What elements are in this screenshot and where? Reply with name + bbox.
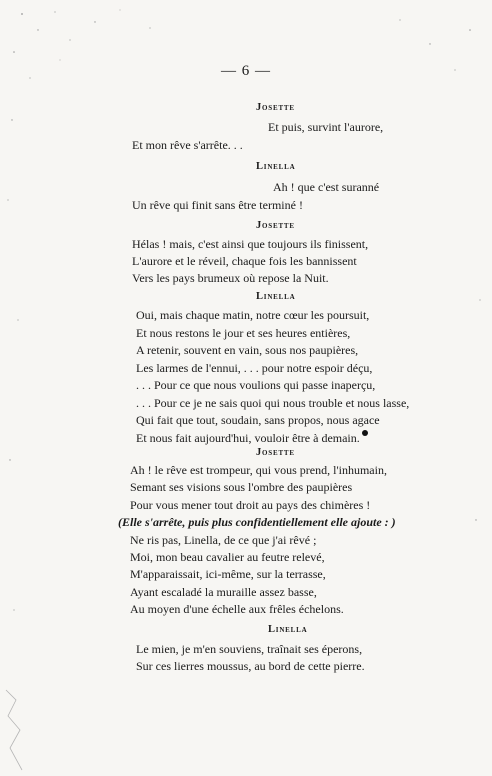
stage-direction: (Elle s'arrête, puis plus confidentiellement elle ajoute : ) bbox=[118, 515, 396, 529]
verse-line: Moi, mon beau cavalier au feutre relevé, bbox=[130, 550, 325, 564]
verse-line: Le mien, je m'en souviens, traînait ses éperons, bbox=[136, 642, 363, 656]
verse-line: Au moyen d'une échelle aux frêles échelons. bbox=[130, 602, 344, 616]
ink-blot bbox=[362, 430, 368, 436]
speaker-name: Josette bbox=[256, 447, 295, 458]
verse-line: Ah ! que c'est suranné bbox=[273, 180, 380, 194]
verse-line: Ayant escaladé la muraille assez basse, bbox=[130, 585, 317, 599]
verse-line: Ah ! le rêve est trompeur, qui vous prend, l'inhumain, bbox=[130, 463, 387, 477]
speaker-name: Linella bbox=[256, 161, 296, 172]
verse-line: Hélas ! mais, c'est ainsi que toujours ils finissent, bbox=[132, 237, 369, 251]
page-number: — 6 — bbox=[221, 63, 271, 79]
verse-line: . . . Pour ce je ne sais quoi qui nous trouble et nous lasse, bbox=[136, 396, 410, 410]
speaker-name: Josette bbox=[256, 220, 295, 231]
verse-line: Vers les pays brumeux où repose la Nuit. bbox=[132, 271, 329, 285]
speaker-name: Linella bbox=[256, 291, 296, 302]
verse-line: L'aurore et le réveil, chaque fois les bannissent bbox=[132, 254, 357, 268]
verse-line: Et nous restons le jour et ses heures entières, bbox=[136, 326, 351, 340]
verse-line: Qui fait que tout, soudain, sans propos, nous agace bbox=[136, 413, 380, 427]
speaker-name: Josette bbox=[256, 102, 295, 113]
verse-line: Oui, mais chaque matin, notre cœur les poursuit, bbox=[136, 308, 370, 322]
verse-line: Et puis, survint l'aurore, bbox=[268, 120, 384, 134]
verse-line: Ne ris pas, Linella, de ce que j'ai rêvé ; bbox=[130, 533, 317, 547]
verse-line: A retenir, souvent en vain, sous nos paupières, bbox=[136, 343, 359, 357]
verse-line: Sur ces lierres moussus, au bord de cette pierre. bbox=[136, 659, 365, 673]
speaker-name: Linella bbox=[268, 624, 308, 635]
verse-line: Les larmes de l'ennui, . . . pour notre espoir déçu, bbox=[136, 361, 373, 375]
verse-line: Semant ses visions sous l'ombre des paupières bbox=[130, 480, 353, 494]
verse-line: M'apparaissait, ici-même, sur la terrasse, bbox=[130, 567, 326, 581]
verse-line: Un rêve qui finit sans être terminé ! bbox=[132, 198, 303, 212]
verse-line: Pour vous mener tout droit au pays des chimères ! bbox=[130, 498, 371, 512]
verse-line: Et nous fait aujourd'hui, vouloir être à demain. bbox=[136, 431, 360, 445]
verse-line: . . . Pour ce que nous voulions qui passe inaperçu, bbox=[136, 378, 376, 392]
verse-line: Et mon rêve s'arrête. . . bbox=[132, 138, 243, 152]
